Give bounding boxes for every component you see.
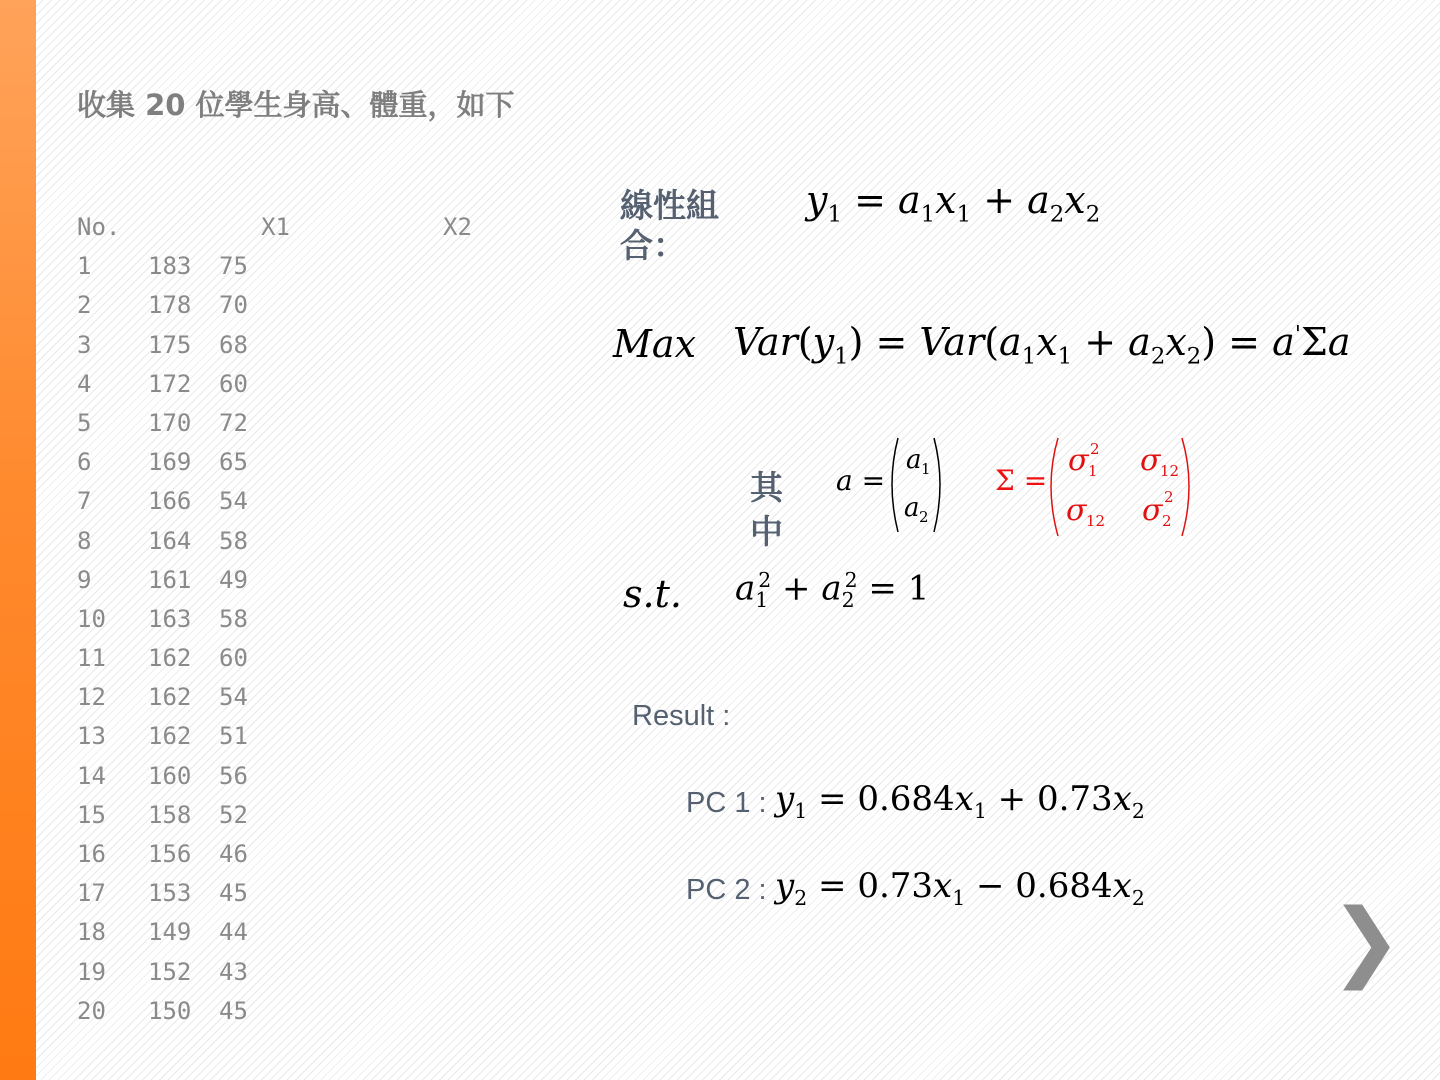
svg-text:a: a — [906, 445, 922, 475]
table-row — [77, 404, 503, 443]
table-row — [77, 678, 503, 717]
row-no: 14 — [77, 761, 106, 790]
svg-text:σ: σ — [1068, 443, 1089, 478]
table-row — [77, 874, 503, 913]
row-x1: 166 — [148, 487, 192, 516]
row-no: 2 — [77, 291, 92, 320]
pc1-formula: $y_1 = 0.684x_1 + 0.73x_2$ — [775, 779, 1145, 823]
row-no: 18 — [77, 918, 106, 947]
variance-formula: $Var(y_1) = Var(a_1x_1 + a_2x_2) = a'\Sigma a$ — [733, 320, 1351, 370]
svg-text:12: 12 — [1160, 462, 1180, 480]
table-row — [77, 482, 503, 521]
row-x2: 70 — [219, 291, 248, 320]
row-no: 1 — [77, 252, 92, 281]
row-x1: 169 — [148, 448, 192, 477]
svg-text:1: 1 — [1088, 462, 1098, 480]
row-x2: 75 — [219, 252, 248, 281]
data-table — [77, 208, 503, 1031]
row-x2: 65 — [219, 448, 248, 477]
row-x2: 43 — [219, 957, 248, 986]
row-x2: 54 — [219, 487, 248, 516]
pc1-label: PC 1 : — [686, 787, 767, 819]
row-no: 4 — [77, 369, 92, 398]
row-x1: 162 — [148, 644, 192, 673]
table-row — [77, 247, 503, 286]
row-x1: 175 — [148, 330, 192, 359]
row-x2: 45 — [219, 996, 248, 1025]
row-x1: 152 — [148, 957, 192, 986]
table-row — [77, 717, 503, 756]
svg-text:1: 1 — [921, 460, 931, 478]
row-no: 10 — [77, 604, 106, 633]
table-row — [77, 561, 503, 600]
table-row — [77, 992, 503, 1031]
row-x1: 170 — [148, 408, 192, 437]
table-row — [77, 600, 503, 639]
row-x1: 161 — [148, 565, 192, 594]
row-x1: 153 — [148, 879, 192, 908]
row-no: 3 — [77, 330, 92, 359]
table-row — [77, 326, 503, 365]
accent-bar — [0, 0, 36, 1080]
table-row — [77, 953, 503, 992]
a-vector — [884, 434, 948, 536]
header-x2: X2 — [443, 213, 472, 241]
row-no: 13 — [77, 722, 106, 751]
row-x1: 160 — [148, 761, 192, 790]
row-no: 5 — [77, 408, 92, 437]
row-x1: 178 — [148, 291, 192, 320]
row-x1: 156 — [148, 840, 192, 868]
row-x2: 44 — [219, 918, 248, 947]
row-x1: 149 — [148, 918, 192, 947]
row-no: 9 — [77, 565, 92, 594]
row-x1: 158 — [148, 800, 192, 829]
row-x1: 164 — [148, 526, 192, 555]
table-row — [77, 443, 503, 482]
header-no: No. — [77, 213, 121, 241]
row-x2: 68 — [219, 330, 248, 359]
table-row — [77, 639, 503, 678]
row-no: 17 — [77, 879, 106, 908]
row-no: 15 — [77, 800, 106, 829]
st-label: s.t. — [623, 572, 682, 616]
row-x1: 150 — [148, 996, 192, 1025]
row-no: 12 — [77, 683, 106, 712]
row-x2: 58 — [219, 604, 248, 633]
table-row — [77, 757, 503, 796]
linear-combination-formula: $y_1 = a_1x_1 + a_2x_2$ — [806, 178, 1101, 228]
row-x1: 162 — [148, 722, 192, 751]
svg-text:2: 2 — [1162, 512, 1172, 530]
sigma-matrix-lhs: Σ = — [995, 464, 1048, 497]
table-row — [77, 286, 503, 325]
row-x2: 45 — [219, 879, 248, 908]
chevron-right-icon[interactable]: ❯ — [1330, 891, 1403, 991]
row-x2: 56 — [219, 761, 248, 790]
constraint-formula: $a_1^2 + a_2^2 = 1$ — [735, 568, 930, 613]
svg-text:σ: σ — [1142, 493, 1163, 528]
row-no: 6 — [77, 448, 92, 477]
row-x2: 46 — [219, 840, 248, 868]
row-x2: 51 — [219, 722, 248, 751]
table-row — [77, 522, 503, 561]
row-x2: 58 — [219, 526, 248, 555]
svg-text:a: a — [904, 493, 920, 523]
table-row — [77, 365, 503, 404]
table-header — [77, 208, 503, 247]
row-no: 19 — [77, 957, 106, 986]
result-label: Result : — [632, 700, 731, 732]
row-no: 7 — [77, 487, 92, 516]
table-row — [77, 913, 503, 952]
row-no: 20 — [77, 996, 106, 1025]
pc2-label: PC 2 : — [686, 874, 767, 906]
row-no: 8 — [77, 526, 92, 555]
row-x2: 60 — [219, 644, 248, 673]
slide-title: 收集 20 位學生身高、體重，如下 — [77, 88, 515, 122]
row-x1: 183 — [148, 252, 192, 281]
sigma-matrix — [1044, 434, 1196, 540]
where-label: 其中 — [750, 468, 783, 551]
table-row — [77, 796, 503, 835]
svg-text:12: 12 — [1086, 512, 1106, 530]
row-x2: 49 — [219, 565, 248, 594]
row-x1: 162 — [148, 683, 192, 712]
svg-text:2: 2 — [1164, 488, 1174, 506]
row-x2: 60 — [219, 369, 248, 398]
row-x1: 172 — [148, 369, 192, 398]
svg-text:σ: σ — [1066, 493, 1087, 528]
row-x2: 72 — [219, 408, 248, 437]
a-vector-lhs: a = — [836, 464, 886, 497]
row-no: 16 — [77, 840, 106, 868]
row-x2: 52 — [219, 800, 248, 829]
svg-text:2: 2 — [919, 508, 929, 526]
row-no: 11 — [77, 644, 106, 673]
svg-text:2: 2 — [1090, 440, 1100, 458]
pc2-formula: $y_2 = 0.73x_1 - 0.684x_2$ — [775, 866, 1145, 910]
row-x2: 54 — [219, 683, 248, 712]
table-row — [77, 835, 503, 874]
linear-combination-label: 線性組合： — [620, 186, 719, 265]
max-label: Max — [613, 322, 696, 366]
header-x1: X1 — [261, 213, 290, 241]
row-x1: 163 — [148, 604, 192, 633]
svg-text:σ: σ — [1140, 443, 1161, 478]
